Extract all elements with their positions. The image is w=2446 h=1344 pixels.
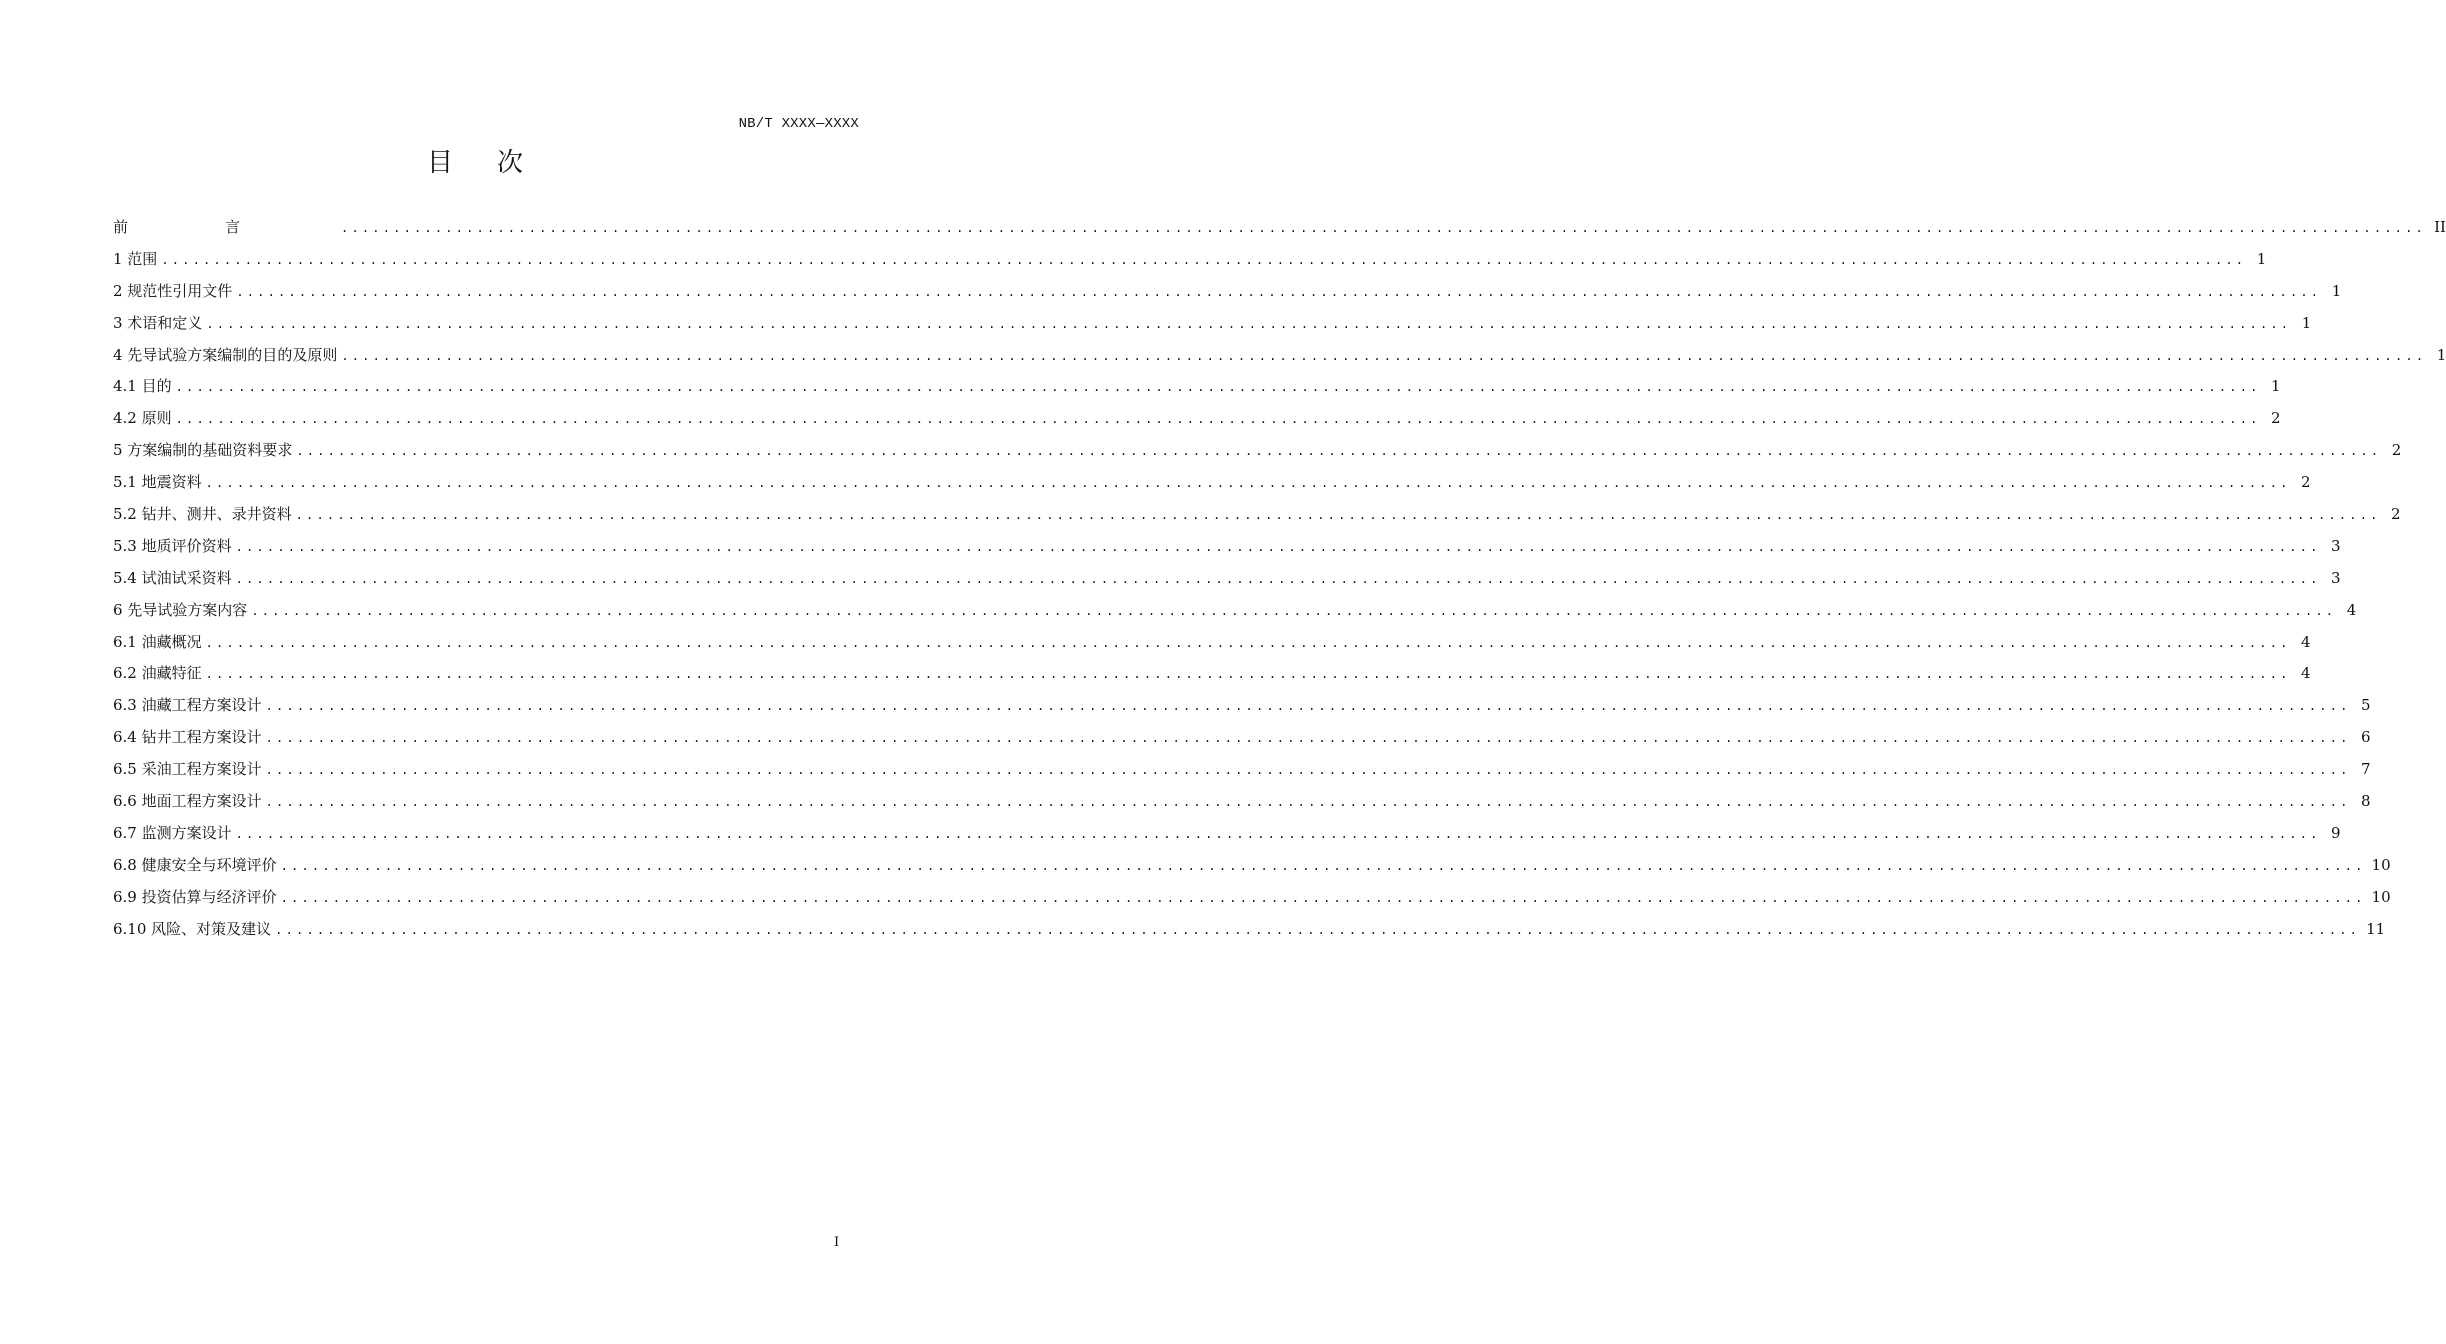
- toc-entry-label: 5.1 地震资料: [113, 473, 202, 492]
- toc-entry[interactable]: [113, 850, 2391, 882]
- toc-entry-page: 5: [2361, 696, 2371, 715]
- toc-entry[interactable]: [113, 722, 2371, 754]
- toc-entry-page: 2: [2391, 441, 2402, 460]
- toc-entry[interactable]: [113, 658, 2311, 690]
- toc-entry-page: 10: [2371, 887, 2391, 906]
- toc-entry[interactable]: [113, 754, 2371, 786]
- toc-leader-dots: ........................................................................................................................................................................................................: [265, 699, 2351, 714]
- toc-entry-label: 6 先导试验方案内容: [113, 600, 248, 619]
- toc-entry-page: II: [2434, 218, 2446, 236]
- toc-leader-dots: ........................................................................................................................................................................................................: [161, 252, 2247, 267]
- toc-entry-page: 4: [2301, 632, 2311, 651]
- toc-leader-dots: ........................................................................................................................................................................................................: [341, 348, 2427, 363]
- toc-entry-label: 4.2 原则: [113, 409, 172, 428]
- toc-entry-label: 6.5 采油工程方案设计: [113, 760, 262, 779]
- toc-entry-page: 4: [2346, 600, 2357, 619]
- toc-entry-page: 3: [2331, 536, 2341, 555]
- toc-entry[interactable]: [113, 371, 2281, 403]
- toc-entry-label: 3 术语和定义: [113, 313, 203, 332]
- toc-entry-page: 3: [2331, 568, 2341, 587]
- toc-entry-label: 1 范围: [113, 249, 158, 268]
- document-code: NB/T XXXX—XXXX: [738, 116, 859, 132]
- toc-entry-label: 5.4 试油试采资料: [113, 568, 232, 587]
- toc-leader-dots: ........................................................................................................................................................................................................: [235, 571, 2321, 586]
- page-title: 目次: [426, 148, 567, 178]
- toc-leader-dots: ........................................................................................................................................................................................................: [275, 922, 2361, 937]
- toc-leader-dots: ........................................................................................................................................................................................................: [235, 539, 2321, 554]
- toc-entry[interactable]: [113, 499, 2401, 531]
- toc-entry[interactable]: [113, 435, 2402, 467]
- toc-entry[interactable]: [113, 308, 2312, 340]
- toc-leader-dots: ........................................................................................................................................................................................................: [236, 284, 2322, 299]
- toc-entry[interactable]: [113, 595, 2357, 627]
- toc-leader-dots: ........................................................................................................................................................................................................: [251, 603, 2337, 618]
- toc-entry-label: 2 规范性引用文件: [113, 281, 233, 300]
- toc-entry-label: 6.1 油藏概况: [113, 632, 202, 651]
- toc-leader-dots: ........................................................................................................................................................................................................: [205, 635, 2291, 650]
- toc-leader-dots: ........................................................................................................................................................................................................: [296, 444, 2382, 459]
- toc-entry-page: 1: [2331, 281, 2342, 300]
- toc-entry-page: 1: [2436, 345, 2446, 364]
- toc-entry[interactable]: [113, 882, 2391, 914]
- toc-entry[interactable]: [113, 403, 2281, 435]
- toc-entry[interactable]: [113, 914, 2386, 946]
- toc-leader-dots: ........................................................................................................................................................................................................: [280, 890, 2366, 905]
- toc-leader-dots: ........................................................................................................................................................................................................: [175, 380, 2261, 395]
- toc-leader-dots: ........................................................................................................................................................................................................: [265, 763, 2351, 778]
- toc-entry-page: 2: [2301, 473, 2311, 492]
- toc-entry-page: 2: [2271, 409, 2281, 428]
- toc-leader-dots: ........................................................................................................................................................................................................: [280, 858, 2366, 873]
- toc-entry-label: 5.3 地质评价资料: [113, 536, 232, 555]
- toc-entry-page: 1: [2271, 377, 2281, 396]
- toc-entry[interactable]: [113, 818, 2341, 850]
- toc-leader-dots: ........................................................................................................................................................................................................: [265, 731, 2351, 746]
- toc-entry-page: 2: [2391, 505, 2401, 524]
- toc-entry-label: 6.10 风险、对策及建议: [113, 919, 272, 938]
- toc-entry-page: 10: [2371, 855, 2391, 874]
- toc-leader-dots: ........................................................................................................................................................................................................: [205, 476, 2291, 491]
- toc-entry-page: 6: [2361, 728, 2371, 747]
- toc-entry-page: 7: [2361, 760, 2371, 779]
- toc-entry-label: 5.2 钻井、测井、录井资料: [113, 505, 292, 524]
- toc-entry[interactable]: [113, 340, 2446, 372]
- toc-entry[interactable]: [113, 467, 2311, 499]
- toc-entry-page: 8: [2361, 792, 2371, 811]
- table-of-contents: [113, 212, 2446, 945]
- toc-entry-page: 9: [2331, 823, 2341, 842]
- toc-entry-label: 4.1 目的: [113, 377, 172, 396]
- toc-leader-dots: ........................................................................................................................................................................................................: [341, 221, 2426, 235]
- toc-entry[interactable]: [113, 244, 2267, 276]
- toc-entry-page: 1: [2256, 249, 2267, 268]
- toc-entry-label: 6.8 健康安全与环境评价: [113, 855, 277, 874]
- toc-leader-dots: ........................................................................................................................................................................................................: [175, 412, 2261, 427]
- toc-leader-dots: ........................................................................................................................................................................................................: [295, 508, 2381, 523]
- toc-entry-label: 6.7 监测方案设计: [113, 823, 232, 842]
- toc-entry[interactable]: [113, 690, 2371, 722]
- toc-entry[interactable]: [113, 786, 2371, 818]
- toc-entry[interactable]: [113, 212, 2446, 244]
- toc-entry-label: 6.4 钻井工程方案设计: [113, 728, 262, 747]
- toc-entry-label: 5 方案编制的基础资料要求: [113, 441, 293, 460]
- toc-entry-label: 6.6 地面工程方案设计: [113, 792, 262, 811]
- toc-entry-label: 6.9 投资估算与经济评价: [113, 887, 277, 906]
- toc-entry-label: 4 先导试验方案编制的目的及原则: [113, 345, 338, 364]
- toc-leader-dots: ........................................................................................................................................................................................................: [205, 667, 2291, 682]
- toc-entry[interactable]: [113, 276, 2342, 308]
- toc-leader-dots: ........................................................................................................................................................................................................: [235, 826, 2321, 841]
- toc-entry-page: 11: [2366, 919, 2386, 938]
- toc-leader-dots: ........................................................................................................................................................................................................: [206, 316, 2292, 331]
- toc-entry[interactable]: [113, 627, 2311, 659]
- toc-entry-label: 6.2 油藏特征: [113, 664, 202, 683]
- toc-entry-page: 1: [2301, 313, 2312, 332]
- toc-entry-label: 6.3 油藏工程方案设计: [113, 696, 262, 715]
- toc-leader-dots: ........................................................................................................................................................................................................: [265, 795, 2351, 810]
- toc-entry-page: 4: [2301, 664, 2311, 683]
- page-number: I: [834, 1235, 840, 1250]
- toc-entry-label: 前言: [113, 218, 338, 236]
- toc-entry[interactable]: [113, 563, 2341, 595]
- toc-entry[interactable]: [113, 531, 2341, 563]
